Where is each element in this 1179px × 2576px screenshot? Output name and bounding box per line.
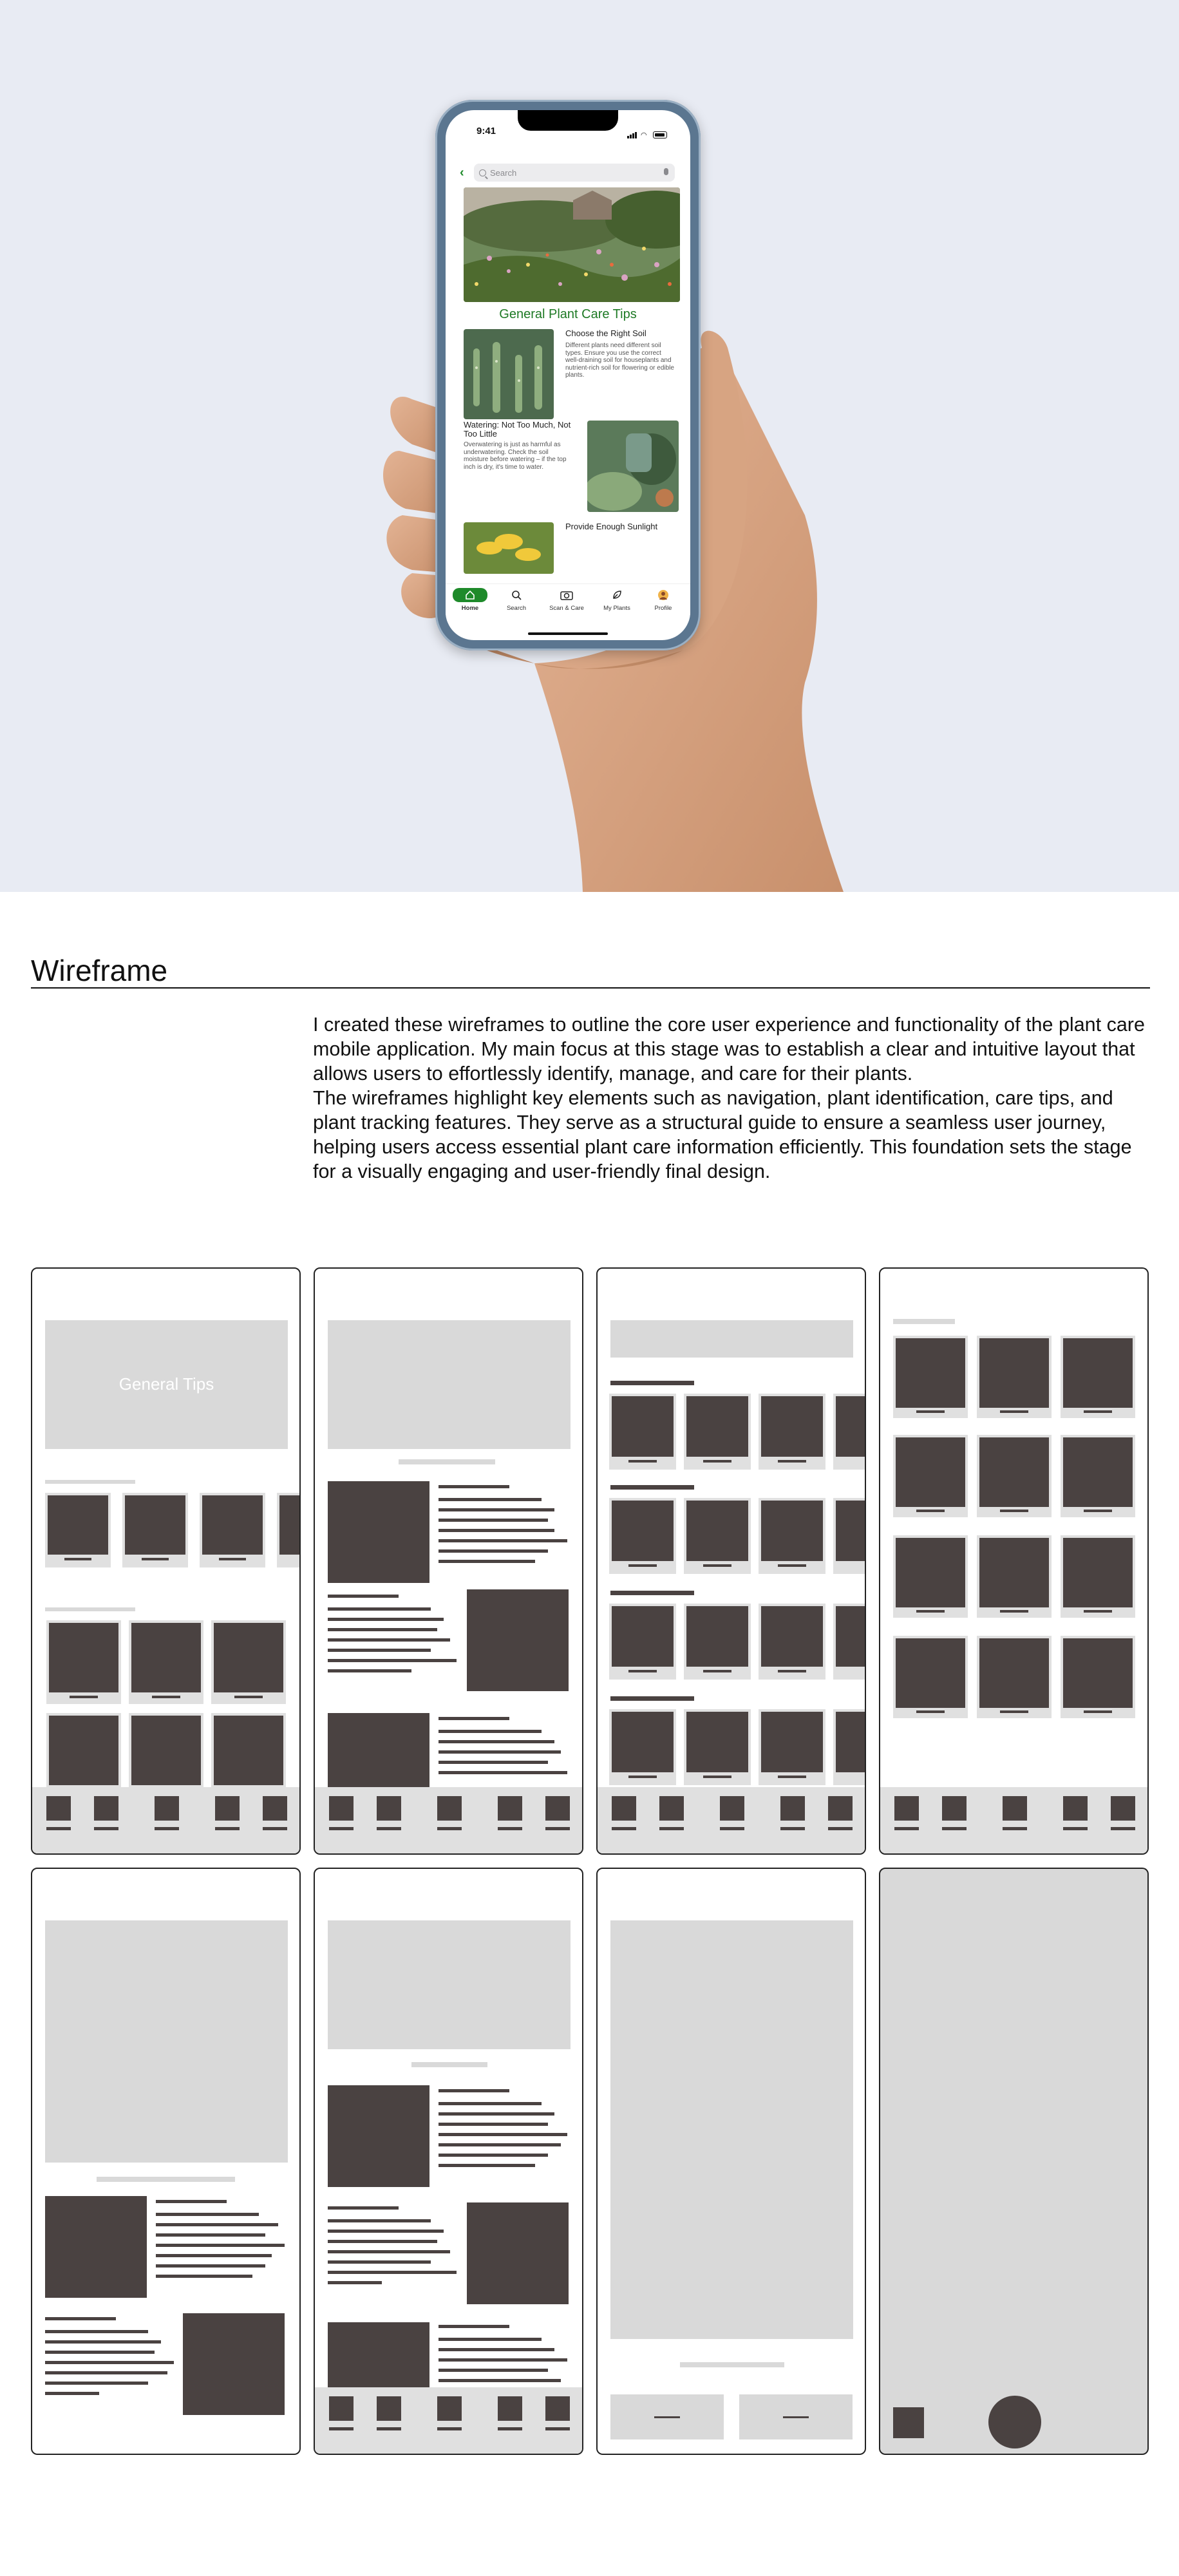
tab-profile[interactable] bbox=[643, 588, 684, 612]
wf-line bbox=[45, 2330, 148, 2333]
wf-line bbox=[439, 1750, 561, 1754]
screen-title: General Plant Care Tips bbox=[499, 307, 637, 321]
wf-line bbox=[610, 1381, 694, 1385]
wf-tile bbox=[893, 1336, 968, 1418]
wf-line bbox=[328, 1649, 431, 1652]
wf-line bbox=[439, 2164, 535, 2167]
battery-icon bbox=[653, 131, 667, 138]
wf-line bbox=[610, 1485, 694, 1490]
wf-tile bbox=[129, 1620, 203, 1704]
phone-mockup bbox=[435, 100, 701, 650]
wf-line bbox=[328, 1618, 444, 1621]
status-time: 9:41 bbox=[476, 126, 496, 137]
card-3-image[interactable] bbox=[464, 522, 554, 574]
wf-nav-bar bbox=[598, 1787, 865, 1853]
tab-scan-care-label: Scan & Care bbox=[549, 605, 584, 612]
wf-line bbox=[439, 1549, 548, 1553]
wf-title-line bbox=[399, 1459, 495, 1464]
wf-line bbox=[45, 2392, 99, 2395]
wf-line bbox=[439, 2348, 554, 2351]
wf-line bbox=[156, 2254, 272, 2257]
card-1-image[interactable] bbox=[464, 329, 554, 419]
wf-line bbox=[439, 1761, 548, 1764]
wf-line bbox=[439, 2089, 509, 2092]
wf-line bbox=[328, 1638, 450, 1642]
wf-tile bbox=[833, 1394, 866, 1470]
wireframe-scan-result bbox=[596, 1868, 866, 2455]
wf-tile bbox=[977, 1636, 1052, 1718]
wf-line bbox=[439, 1498, 542, 1501]
wf-line bbox=[328, 2281, 382, 2284]
wf-line bbox=[439, 2338, 542, 2341]
wf-line bbox=[439, 1485, 509, 1488]
wf-tile bbox=[1061, 1636, 1135, 1718]
phone-notch bbox=[518, 110, 618, 131]
wf-line bbox=[328, 2250, 450, 2253]
wf-gallery-thumb[interactable] bbox=[893, 2407, 924, 2438]
wf-tile bbox=[759, 1498, 825, 1574]
wf-line bbox=[439, 1730, 542, 1733]
description-paragraph-1: I created these wireframes to outline the core user experience and functionality of the plant care mobile application. My main focus at this stage was to establish a clear and intuitive layout that allows users to effortlessly identify, manage, and care for their plants. bbox=[313, 1014, 1145, 1084]
wf-tile bbox=[1061, 1535, 1135, 1618]
wf-tile bbox=[277, 1493, 301, 1567]
wf-line bbox=[610, 1591, 694, 1595]
wf-line bbox=[439, 1560, 535, 1563]
wf-image bbox=[183, 2313, 285, 2415]
wf-image bbox=[467, 1589, 569, 1691]
wf-hero-block bbox=[328, 1920, 571, 2049]
wf-line bbox=[45, 2361, 174, 2364]
wf-title-line bbox=[411, 2062, 487, 2067]
wf-title-line bbox=[680, 2362, 784, 2367]
wf-tile bbox=[609, 1604, 676, 1680]
wf-line bbox=[439, 2123, 548, 2126]
status-icons bbox=[627, 127, 667, 138]
wf-line bbox=[328, 2230, 444, 2233]
wf-tile bbox=[684, 1604, 751, 1680]
wf-tile bbox=[977, 1535, 1052, 1618]
wf-tile bbox=[833, 1604, 866, 1680]
wf-tile bbox=[759, 1394, 825, 1470]
hero-section bbox=[0, 0, 1179, 892]
wf-hero-block bbox=[45, 1920, 288, 2163]
home-indicator bbox=[528, 632, 608, 635]
wf-tile bbox=[46, 1620, 121, 1704]
wf-line bbox=[439, 2325, 509, 2328]
tab-home[interactable] bbox=[449, 588, 491, 612]
garden-photo bbox=[464, 187, 680, 302]
wireframe-camera bbox=[879, 1868, 1149, 2455]
back-chevron-icon[interactable]: ‹ bbox=[460, 166, 464, 180]
wf-line bbox=[328, 2260, 431, 2264]
wf-line bbox=[439, 2379, 561, 2382]
wf-section-label bbox=[45, 1480, 135, 1484]
wf-tile bbox=[684, 1709, 751, 1785]
wf-tile bbox=[211, 1713, 286, 1797]
wf-image bbox=[328, 1713, 429, 1790]
search-input[interactable] bbox=[474, 164, 675, 182]
search-placeholder: Search bbox=[490, 167, 517, 178]
microphone-icon[interactable] bbox=[664, 168, 668, 175]
phone-screen bbox=[446, 110, 690, 640]
wf-section-label bbox=[45, 1607, 135, 1611]
wf-section-label bbox=[893, 1319, 955, 1324]
search-icon bbox=[496, 588, 537, 602]
wf-nav-bar bbox=[880, 1787, 1147, 1853]
wf-tile bbox=[609, 1709, 676, 1785]
card-1-title: Choose the Right Soil bbox=[565, 328, 646, 338]
wf-tile bbox=[684, 1498, 751, 1574]
wf-tile bbox=[200, 1493, 265, 1567]
wf-tile bbox=[45, 1493, 111, 1567]
wf-line bbox=[439, 1519, 548, 1522]
section-heading: Wireframe bbox=[31, 954, 168, 987]
wf-line bbox=[439, 1771, 567, 1774]
card-2-title: Watering: Not Too Much, Not Too Little bbox=[464, 420, 571, 439]
wf-line bbox=[439, 1717, 509, 1720]
wf-tile bbox=[1061, 1336, 1135, 1418]
wf-tile bbox=[833, 1498, 866, 1574]
wf-scan-preview bbox=[610, 1920, 853, 2339]
wf-line bbox=[45, 2317, 116, 2320]
wf-tile bbox=[684, 1394, 751, 1470]
wf-line bbox=[328, 1659, 457, 1662]
home-icon bbox=[453, 588, 487, 602]
wifi-icon: ◠ bbox=[641, 131, 647, 139]
wf-nav-bar bbox=[315, 2387, 582, 2454]
wf-search-block bbox=[610, 1320, 853, 1358]
wf-line bbox=[328, 2206, 399, 2210]
tab-scan-care[interactable] bbox=[546, 588, 587, 612]
wireframe-tips bbox=[314, 1267, 583, 1855]
tab-search[interactable] bbox=[496, 588, 537, 612]
wf-line bbox=[439, 2102, 542, 2105]
wf-tile bbox=[893, 1535, 968, 1618]
wf-title-line bbox=[97, 2177, 235, 2182]
search-icon bbox=[479, 169, 486, 176]
tab-my-plants-label: My Plants bbox=[603, 605, 630, 612]
wf-line bbox=[328, 2240, 437, 2243]
signal-icon bbox=[627, 127, 637, 138]
wf-button-secondary[interactable] bbox=[739, 2394, 853, 2439]
wireframe-home bbox=[31, 1267, 301, 1855]
wf-tile bbox=[211, 1620, 286, 1704]
card-2-body: Overwatering is just as harmful as underwatering. Check the soil moisture before watering – if the top inch is dry, it's time to water. bbox=[464, 441, 567, 471]
wf-line bbox=[45, 2371, 167, 2374]
wf-tile bbox=[977, 1435, 1052, 1517]
wf-line bbox=[328, 2219, 431, 2222]
tab-profile-label: Profile bbox=[654, 605, 672, 612]
wireframe-plant-detail bbox=[31, 1868, 301, 2455]
wf-shutter-button[interactable] bbox=[988, 2396, 1041, 2448]
wf-hero-block bbox=[328, 1320, 571, 1449]
wf-button-primary[interactable] bbox=[610, 2394, 724, 2439]
wf-line bbox=[156, 2200, 227, 2203]
wf-line bbox=[45, 2340, 161, 2344]
wf-tile bbox=[759, 1604, 825, 1680]
wireframe-my-plants bbox=[879, 1267, 1149, 1855]
wf-line bbox=[439, 1529, 554, 1532]
tab-search-label: Search bbox=[506, 605, 527, 612]
wf-line bbox=[439, 2143, 561, 2146]
wf-line bbox=[439, 1508, 554, 1511]
wf-line bbox=[156, 2213, 259, 2216]
wf-hero-label: General Tips bbox=[118, 1374, 214, 1394]
wf-image bbox=[467, 2202, 569, 2304]
wf-tile bbox=[977, 1336, 1052, 1418]
avatar-icon bbox=[643, 588, 684, 602]
wf-tile bbox=[759, 1709, 825, 1785]
wf-tile bbox=[46, 1713, 121, 1797]
wf-line bbox=[439, 2154, 548, 2157]
wf-line bbox=[439, 2369, 548, 2372]
description-paragraph-2: The wireframes highlight key elements such as navigation, plant identification, care tips, and plant tracking features. They serve as a structural guide to ensure a seamless user journey, helping users access essential plant care information efficiently. This foundation sets the stage for a visually engaging and user-friendly final design. bbox=[313, 1087, 1132, 1182]
tab-home-label: Home bbox=[461, 605, 479, 612]
wf-line bbox=[328, 1669, 411, 1672]
wf-image bbox=[328, 2085, 429, 2187]
wf-tile bbox=[609, 1498, 676, 1574]
wf-line bbox=[328, 1607, 431, 1611]
tab-my-plants[interactable] bbox=[596, 588, 637, 612]
camera-icon bbox=[546, 588, 587, 602]
wf-tile bbox=[893, 1636, 968, 1718]
wf-line bbox=[439, 2358, 567, 2362]
section-description bbox=[313, 1012, 1150, 1184]
card-2-image[interactable] bbox=[587, 421, 679, 512]
wf-line bbox=[45, 2351, 155, 2354]
wf-hero-block bbox=[45, 1320, 288, 1449]
wf-nav-bar bbox=[315, 1787, 582, 1853]
wf-line bbox=[156, 2223, 278, 2226]
wf-tile bbox=[893, 1435, 968, 1517]
wf-tile bbox=[129, 1713, 203, 1797]
bottom-tab-bar bbox=[446, 583, 690, 622]
wf-line bbox=[328, 2271, 457, 2274]
leaf-icon bbox=[596, 588, 637, 602]
wf-image bbox=[45, 2196, 147, 2298]
wf-line bbox=[156, 2244, 285, 2247]
wireframe-tips-detail bbox=[314, 1868, 583, 2455]
wf-line bbox=[439, 1740, 554, 1743]
wf-image bbox=[328, 1481, 429, 1583]
wf-line bbox=[439, 2133, 567, 2136]
wf-tile bbox=[122, 1493, 188, 1567]
wf-nav-bar bbox=[32, 1787, 299, 1853]
wf-tile bbox=[833, 1709, 866, 1785]
wf-tile bbox=[1061, 1435, 1135, 1517]
wf-line bbox=[439, 1539, 567, 1542]
wf-line bbox=[610, 1696, 694, 1701]
wireframe-search bbox=[596, 1267, 866, 1855]
wf-line bbox=[45, 2382, 148, 2385]
card-3-title: Provide Enough Sunlight bbox=[565, 522, 658, 531]
wf-line bbox=[156, 2264, 265, 2268]
card-1-body: Different plants need different soil types. Ensure you use the correct well-draining soil for houseplants and nutrient-rich soil for flowering or edible plants. bbox=[565, 342, 674, 379]
wf-line bbox=[156, 2275, 252, 2278]
section-divider bbox=[31, 987, 1150, 989]
wf-line bbox=[156, 2233, 265, 2237]
wf-line bbox=[439, 2112, 554, 2116]
wf-line bbox=[328, 1595, 399, 1598]
wf-line bbox=[328, 1628, 437, 1631]
wf-tile bbox=[609, 1394, 676, 1470]
